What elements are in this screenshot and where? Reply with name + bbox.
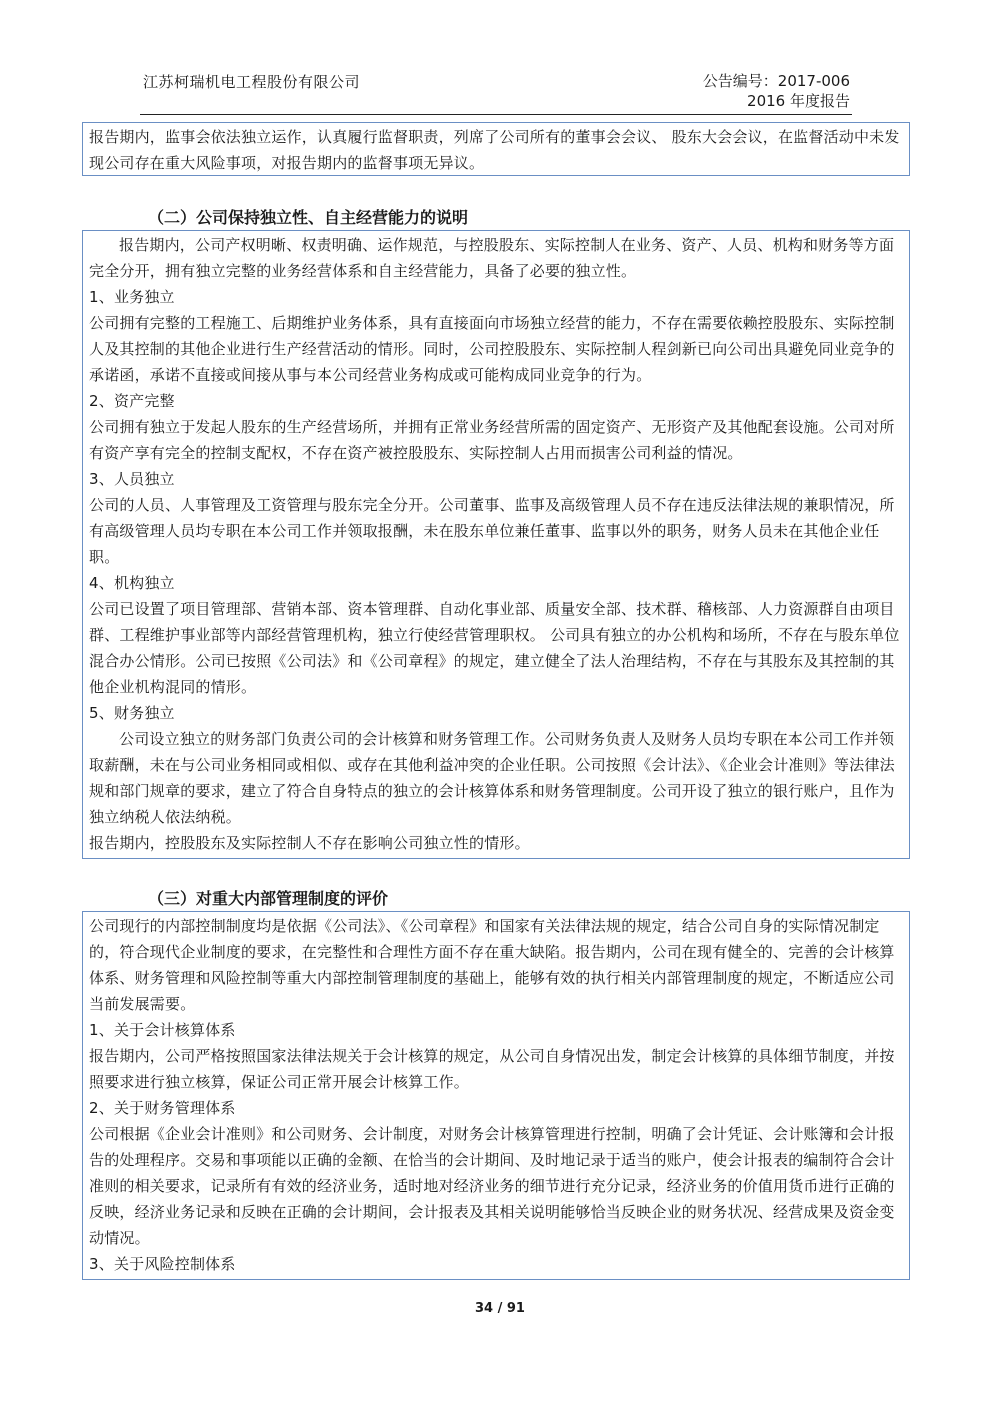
supervisory-board-paragraph: 报告期内，监事会依法独立运作，认真履行监督职责，列席了公司所有的董事会会议、 股东大会会议，在监督活动中未发现公司存在重大风险事项，对报告期内的监督事项无异议。 — [89, 128, 900, 172]
personnel-independence-paragraph: 公司的人员、人事管理及工资管理与股东完全分开。公司董事、监事及高级管理人员不存在违反法律法规的兼职情况，所有高级管理人员均专职在本公司工作并领取报酬，未在股东单位兼任董事、监事以外的职务，财务人员未在其他企业任职。 — [89, 496, 895, 566]
financial-management-paragraph: 公司根据《企业会计准则》和公司财务、会计制度，对财务会计核算管理进行控制，明确了会计凭证、会计账簿和会计报告的处理程序。交易和事项能以正确的金额、在恰当的会计期间、及时地记录于适当的账户，使会计报表的编制符合会计准则的相关要求，记录所有有效的经济业务，适时地对经济业务的细节进行充分记录，经济业务的价值用货币进行正确的反映，经济业务记录和反映在正确的会计期间，会计报表及其相关说明能够恰当反映企业的财务状况、经营成果及资金变动情况。 — [89, 1125, 895, 1247]
header-report-name: 2016 年度报告 — [747, 92, 850, 110]
internal-control-box — [82, 911, 910, 1280]
page-number: 34 / 91 — [475, 1301, 525, 1316]
accounting-system-paragraph: 报告期内，公司严格按照国家法律法规关于会计核算的规定，从公司自身情况出发，制定会计核算的具体细节制度，并按照要求进行独立核算，保证公司正常开展会计核算工作。 — [89, 1047, 895, 1091]
accounting-system-heading: 1、关于会计核算体系 — [89, 1021, 236, 1039]
finance-independence-heading: 5、财务独立 — [89, 704, 175, 722]
header-divider — [140, 114, 852, 115]
finance-independence-paragraph: 公司设立独立的财务部门负责公司的会计核算和财务管理工作。公司财务负责人及财务人员均专职在本公司工作并领取薪酬，未在与公司业务相同或相似、或存在其他利益冲突的企业任职。公司按照《会计法》、《企业会计准则》等法律法规和部门规章的要求，建立了符合自身特点的独立的会计核算体系和财务管理制度。公司开设了独立的银行账户，且作为独立纳税人依法纳税。 — [89, 730, 895, 826]
personnel-independence-heading: 3、人员独立 — [89, 470, 175, 488]
asset-integrity-paragraph: 公司拥有独立于发起人股东的生产经营场所，并拥有正常业务经营所需的固定资产、无形资产及其他配套设施。公司对所有资产享有完全的控制支配权，不存在资产被控股股东、实际控制人占用而损害公司利益的情况。 — [89, 418, 895, 462]
internal-control-intro: 公司现行的内部控制制度均是依据《公司法》、《公司章程》和国家有关法律法规的规定，结合公司自身的实际情况制定的，符合现代企业制度的要求，在完整性和合理性方面不存在重大缺陷。报告期内，公司在现有健全的、完善的会计核算体系、财务管理和风险控制等重大内部控制管理制度的基础上，能够有效的执行相关内部管理制度的规定，不断适应公司当前发展需要。 — [89, 917, 895, 1013]
organization-independence-heading: 4、机构独立 — [89, 574, 175, 592]
organization-independence-paragraph: 公司已设置了项目管理部、营销本部、资本管理群、自动化事业部、质量安全部、技术群、稽核部、人力资源群自由项目群、工程维护事业部等内部经营管理机构，独立行使经营管理职权。 公司具有独立的办公机构和场所，不存在与股东单位混合办公情形。公司已按照《公司法》和《公司章程》的规定，建立健全了法人治理结构，不存在与其股东及其控制的其他企业机构混同的情形。 — [89, 600, 900, 696]
financial-management-heading: 2、关于财务管理体系 — [89, 1099, 236, 1117]
business-independence-paragraph: 公司拥有完整的工程施工、后期维护业务体系，具有直接面向市场独立经营的能力，不存在需要依赖控股股东、实际控制人及其控制的其他企业进行生产经营活动的情形。同时，公司控股股东、实际控制人程剑新已向公司出具避免同业竞争的承诺函，承诺不直接或间接从事与本公司经营业务构成或可能构成同业竞争的行为。 — [89, 314, 895, 384]
independence-box — [82, 230, 910, 859]
header-report-info — [703, 71, 850, 111]
independence-intro: 报告期内，公司产权明晰、权责明确、运作规范，与控股股东、实际控制人在业务、资产、人员、机构和财务等方面完全分开，拥有独立完整的业务经营体系和自主经营能力，具备了必要的独立性。 — [89, 236, 895, 280]
section-internal-control-title: （三）对重大内部管理制度的评价 — [148, 889, 389, 908]
supervisory-board-box — [82, 122, 910, 176]
asset-integrity-heading: 2、资产完整 — [89, 392, 175, 410]
independence-conclusion: 报告期内，控股股东及实际控制人不存在影响公司独立性的情形。 — [89, 834, 530, 852]
header-notice-number: 公告编号：2017-006 — [702, 72, 850, 90]
risk-control-heading: 3、关于风险控制体系 — [89, 1255, 236, 1273]
header-company-name: 江苏柯瑞机电工程股份有限公司 — [143, 73, 361, 91]
section-independence-title: （二）公司保持独立性、自主经营能力的说明 — [148, 208, 469, 227]
business-independence-heading: 1、业务独立 — [89, 288, 175, 306]
